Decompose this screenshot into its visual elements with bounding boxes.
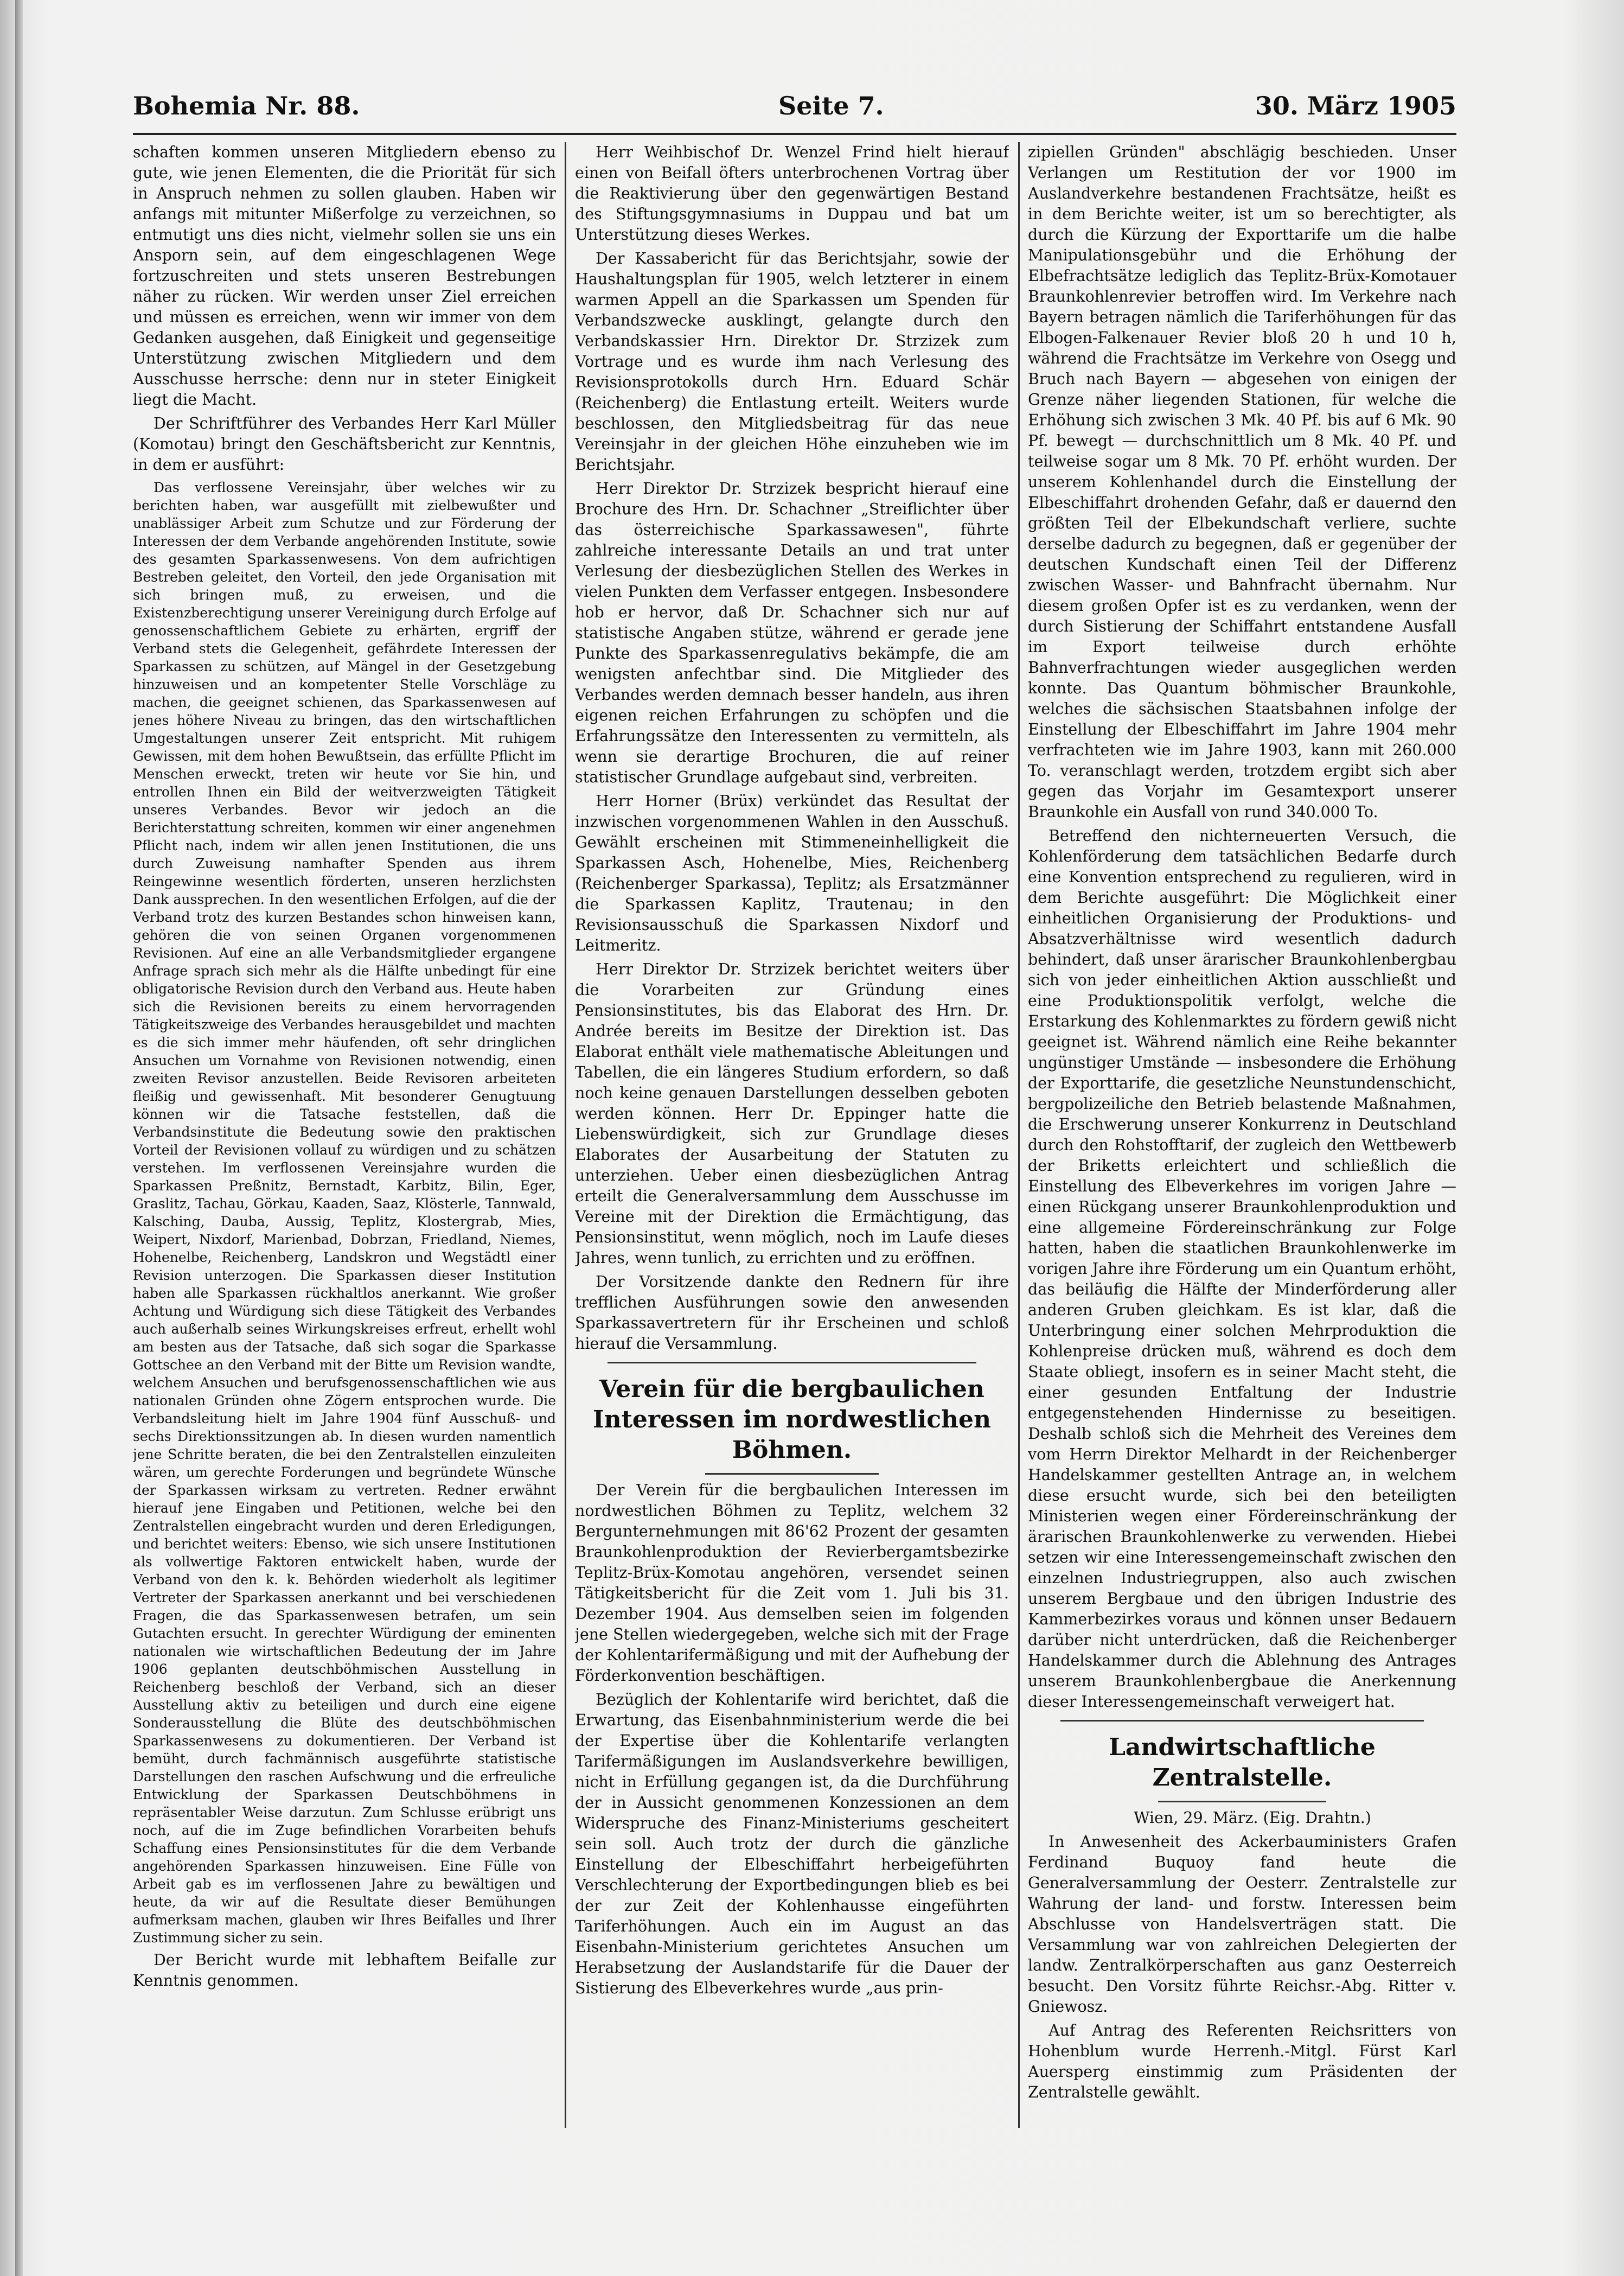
column-rule-2 xyxy=(1018,142,1020,2128)
col3-paragraph: zipiellen Gründen" abschlägig beschieden. Unser Verlangen um Restitution der vor 1900 im Auslandverkehre bestandenen Frachtsätze, heißt es in dem Berichte weiter, ist um so berechtigter, als durch die Kürzung der Exporttarife um die halbe Manipulationsgebühr und die Erhöhung der Elbefrachtsätze lediglich das Teplitz-Brüx-Komotauer Braunkohlenrevier betroffen wird. Im Verkehre nach Bayern betragen nämlich die Tariferhöhungen für das Elbogen-Falkenauer Revier bloß 20 h und 10 h, während die Frachtsätze im Verkehre von Osegg und Bruch nach Bayern — abgesehen von einigen der Grenze näher liegenden Stationen, für welche die Erhöhung sich zwischen 3 Mk. 40 Pf. bis auf 6 Mk. 90 Pf. bewegt — durchschnittlich um 8 Mk. 40 Pf. und teilweise sogar um 8 Mk. 70 Pf. erhöht wurden. Der unserem Kohlenhandel durch die Einstellung der Elbeschiffahrt drohenden Gefahr, daß er dauernd den größten Teil der Elbekundschaft verliere, suchte derselbe dadurch zu begegnen, daß er gegenüber der deutschen Kundschaft einen Teil der Differenz zwischen Wasser- und Bahnfracht übernahm. Nur diesem großen Opfer ist es zu verdanken, wenn der durch Sistierung der Schiffahrt entstandene Ausfall im Export teilweise durch erhöhte Bahnverfrachtungen wieder ausgeglichen werden konnte. Das Quantum böhmischer Braunkohle, welches die sächsischen Staatsbahnen infolge der Einstellung der Elbeschiffahrt im Jahre 1904 mehr verfrachteten wie im Jahre 1903, kann mit 260.000 To. veranschlagt werden, trotzdem ergibt sich aber gegen das Vorjahr im Gesamtexport unserer Braunkohle ein Ausfall von rund 340.000 To. xyxy=(1028,143,1456,821)
col2-paragraph: Der Kassabericht für das Berichtsjahr, sowie der Haushaltungsplan für 1905, welch letzterer in einem warmen Appell an die Sparkassen um Spenden für Verbandszwecke ausklingt, gelangte durch den Verbandskassier Hrn. Direktor Dr. Strzizek zum Vortrage und es wurde ihm nach Verlesung des Revisionsprotokolls durch Hrn. Eduard Schär (Reichenberg) die Entlastung erteilt. Weiters wurde beschlossen, den Mitgliedsbeitrag für das neue Vereinsjahr in der gleichen Höhe einzuheben wie im Berichtsjahr. xyxy=(575,250,1009,474)
page-header xyxy=(133,81,1456,130)
col2-paragraph: Herr Direktor Dr. Strzizek bespricht hierauf eine Brochure des Hrn. Dr. Schachner „Streiflichter über das österreichische Sparkassawesen", führte zahlreiche interessante Details an und trat unter Verlesung der diesbezüglichen Stellen des Werkes in vielen Punkten dem Verfasser entgegen. Insbesondere hob er hervor, daß Dr. Schachner sich nur auf statistische Angaben stütze, während er gerade jene Punkte des Sparkassenregulativs bekämpfe, die am wenigsten anfechtbar sind. Die Mitglieder des Verbandes werden demnach besser handeln, aus ihren eigenen reichen Erfahrungen zu schöpfen und die Erfahrungssätze den Interessenten zu vermitteln, als wenn sie derartige Brochuren, die auf reiner statistischer Grundlage aufgebaut sind, verbreiten. xyxy=(575,480,1009,786)
col2-paragraph: Der Vorsitzende dankte den Rednern für ihre trefflichen Ausführungen sowie den anwesenden Sparkassavertretern für ihr Erscheinen und schloß hierauf die Versammlung. xyxy=(575,1273,1009,1353)
dateline: Wien, 29. März. (Eig. Drahtn.) xyxy=(1134,1809,1371,1827)
col2-paragraph: Herr Horner (Brüx) verkündet das Resultat der inzwischen vorgenommenen Wahlen in den Ausschuß. Gewählt erscheinen mit Stimmeneinhelligkeit die Sparkassen Asch, Hohenelbe, Mies, Reichenberg (Reichenberger Sparkassa), Teplitz; als Ersatzmänner die Sparkassen Kaplitz, Trautenau; in den Revisionsausschuß die Sparkassen Nixdorf und Leitmeritz. xyxy=(575,792,1009,954)
heading-underline xyxy=(1158,1801,1326,1802)
col2-paragraph: Herr Direktor Dr. Strzizek berichtet weiters über die Vorarbeiten zur Gründung eines Pensionsinstitutes, bis das Elaborat des Hrn. Dr. Andrée bereits im Besitze der Direktion ist. Das Elaborat enthält viele mathematische Ableitungen und Tabellen, die ein längeres Studium erfordern, so daß noch keine genauen Darstellungen desselben geboten werden können. Herr Dr. Eppinger hatte die Liebenswürdigkeit, sich zur Grundlage dieses Elaborates der Ausarbeitung der Statuten zu unterziehen. Ueber einen diesbezüglichen Antrag erteilt die Generalversammlung dem Ausschusse im Vereine mit der Direktion die Ermächtigung, das Pensionsinstitut, wenn möglich, noch im Laufe dieses Jahres, wenn tunlich, zu errichten und zu eröffnen. xyxy=(575,960,1009,1267)
col1-paragraph: Der Bericht wurde mit lebhaftem Beifalle zur Kenntnis genommen. xyxy=(133,1951,556,1990)
page-fold-shadow xyxy=(15,0,23,2276)
col1-paragraph: schaften kommen unseren Mitgliedern ebenso zu gute, wie jenen Elementen, die die Priorität für sich in Anspruch nehmen zu sollen glauben. Haben wir anfangs mit mitunter Mißerfolge zu verzeichnen, so entmutigt uns dies nicht, vielmehr sollen sie uns ein Ansporn sein, auf dem eingeschlagenen Wege fortzuschreiten und stets unseren Bestrebungen näher zu rücken. Wir werden unser Ziel erreichen und müssen es erreichen, wenn wir immer von dem Gedanken ausgehen, daß Einigkeit und gegenseitige Unterstützung zwischen Mitgliedern und dem Ausschusse herrsche: denn nur in steter Einigkeit liegt die Macht. xyxy=(133,143,556,409)
col3-paragraph: Betreffend den nichterneuerten Versuch, die Kohlenförderung dem tatsächlichen Bedarfe durch eine Konvention entsprechend zu regulieren, wird in dem Berichte ausgeführt: Die Möglichkeit einer einheitlichen Organisierung der Produktions- und Absatzverhältnisse wird wesentlich dadurch behindert, daß unser ärarischer Braunkohlenbergbau sich von jeder einheitlichen Aktion ausschließt und eine Produktionspolitik verfolgt, welche die Erstarkung des Kohlenmarktes zu fördern gewiß nicht geeignet ist. Während nämlich eine Reihe bekannter ungünstiger Umstände — insbesondere die Erhöhung der Exporttarife, die gesetzliche Neunstundenschicht, bergpolizeiliche den Betrieb belastende Maßnahmen, die Erschwerung unserer Konkurrenz in Deutschland durch den Rohstofftarif, der zugleich den Wettbewerb der Briketts erleichtert und schließlich die Einstellung des Elbeverkehres im vorigen Jahre — einen Rückgang unserer Braunkohlenproduktion und eine allgemeine Fördereinschränkung zur Folge hatten, haben die staatlichen Braunkohlenwerke im vorigen Jahre ihre Förderung um ein Quantum erhöht, das beiläufig die Hälfte der Minderförderung aller anderen Gruben gleichkam. Es ist klar, daß die Unterbringung einer solchen Mehrproduktion die Kohlenpreise drücken muß, während es doch dem Staate obliegt, insofern es in seiner Macht steht, die einer gesunden Entfaltung der Industrie entgegenstehenden Hindernisse zu beseitigen. Deshalb schloß sich die Mehrheit des Vereines dem vom Herrn Direktor Melhardt in der Reichenberger Handelskammer gestellten Antrage an, in welchem diese ersucht wurde, sich bei den beteiligten Ministerien wegen einer Fördereinschränkung der ärarischen Braunkohlenwerke zu verwenden. Hiebei setzen wir eine Interessengemeinschaft zwischen den einzelnen Industriegruppen, also auch zwischen unserem Bergbaue und den übrigen Industrie des Kammerbezirkes voraus und können unser Bedauern darüber nicht unterdrücken, daß die Reichenberger Handelskammer durch die Ablehnung des Antrages unserem Braunkohlenbergbaue die Anerkennung dieser Interessengemeinschaft verweigert hat. xyxy=(1028,827,1456,1711)
column-3 xyxy=(1028,142,1456,2139)
heading-underline xyxy=(705,1473,879,1475)
col3-paragraph: Auf Antrag des Referenten Reichsritters von Hohenblum wurde Herrenh.-Mitgl. Fürst Karl Auersperg einstimmig zum Präsidenten der Zentralstelle gewählt. xyxy=(1028,2022,1456,2101)
article-heading: Verein für die bergbaulichen Interessen im nordwestlichen Böhmen. xyxy=(593,1375,991,1464)
col2-paragraph: Herr Weihbischof Dr. Wenzel Frind hielt hierauf einen von Beifall öfters unterbrochenen Vortrag über die Reaktivierung über den gegenwärtigen Bestand des Stiftungsgymnasiums in Duppau und bat um Unterstützung dieses Werkes. xyxy=(575,143,1009,244)
col3-paragraph: In Anwesenheit des Ackerbauministers Grafen Ferdinand Buquoy fand heute die Generalversammlung der Oesterr. Zentralstelle zur Wahrung der land- und forstw. Interessen beim Abschlusse von Handelsverträgen statt. Die Versammlung war von zahlreichen Delegierten der landw. Zentralkörperschaften aus ganz Oesterreich besucht. Den Vorsitz führte Reichsr.-Abg. Ritter v. Gniewosz. xyxy=(1028,1833,1456,2016)
header-rule xyxy=(133,133,1456,135)
col1-report-text: Das verflossene Vereinsjahr, über welches wir zu berichten haben, war ausgefüllt mit zielbewußter und unablässiger Arbeit zum Schutze und zur Förderung der Interessen der dem Verbande angehörenden Institute, sowie des gesamten Sparkassenwesens. Von dem aufrichtigen Bestreben geleitet, den Vorteil, den jede Organisation mit sich bringen muß, zu erweisen, und die Existenzberechtigung unserer Vereinigung durch Erfolge auf genossenschaftlichem Gebiete zu erhärten, ergriff der Verband stets die Gelegenheit, gefährdete Interessen der Sparkassen zu schützen, auf Mängel in der Gesetzgebung hinzuweisen und an kompetenter Stelle Vorschläge zu machen, die geeignet schienen, das Sparkassenwesen auf jenes höhere Niveau zu bringen, das den wirtschaftlichen Umgestaltungen unserer Zeit entspricht. Mit ruhigem Gewissen, mit dem hohen Bewußtsein, das erfüllte Pflicht im Menschen erweckt, treten wir heute vor Sie hin, und entrollen Ihnen ein Bild der weitverzweigten Tätigkeit unseres Verbandes. Bevor wir jedoch an die Berichterstattung schreiten, kommen wir einer angenehmen Pflicht nach, indem wir allen jenen Institutionen, die uns durch Zuweisung namhafter Spenden aus ihrem Reingewinne wesentlich förderten, unseren herzlichsten Dank aussprechen. In den wesentlichen Erfolgen, auf die der Verband trotz des kurzen Bestandes schon hinweisen kann, gehören die von seinen Organen vorgenommenen Revisionen. Auf eine an alle Verbandsmitglieder ergangene Anfrage sprach sich mehr als die Hälfte unbedingt für eine obligatorische Revision durch den Verband aus. Heute haben sich die Revisionen bereits zu einem hervorragenden Tätigkeitszweige des Verbandes herausgebildet und machten es die sich immer mehr häufenden, oft sehr dringlichen Ansuchen um Vornahme von Revisionen notwendig, einen zweiten Revisor anzustellen. Beide Revisoren arbeiteten fleißig und gewissenhaft. Mit besonderer Genugtuung können wir die Tatsache feststellen, daß die Verbandsinstitute die Bedeutung sowie den praktischen Vorteil der Revisionen vollauf zu würdigen und zu schätzen verstehen. Im verflossenen Vereinsjahre wurden die Sparkassen Preßnitz, Bernstadt, Karbitz, Bilin, Eger, Graslitz, Tachau, Görkau, Kaaden, Saaz, Klösterle, Tannwald, Kalsching, Dauba, Aussig, Teplitz, Klostergrab, Mies, Weipert, Nixdorf, Marienbad, Dobrzan, Friedland, Niemes, Hohenelbe, Reichenberg, Landskron und Wegstädtl einer Revision unterzogen. Die Sparkassen dieser Institution haben alle Sparkassen rückhaltlos anerkannt. Wie großer Achtung und Würdigung sich diese Tätigkeit des Verbandes auch außerhalb seines Wirkungskreises erfreut, erhellt wohl am besten aus der Tatsache, daß sich sogar die Sparkasse Gottschee an den Verband mit der Bitte um Revision wandte, welchem Ansuchen und berufsgenossenschaftlichen wie aus nationalen Gründen ohne Zögern entsprochen wurde. Die Verbandsleitung hielt im Jahre 1904 fünf Ausschuß- und sechs Direktionssitzungen ab. In diesen wurden namentlich jene Schritte beraten, die bei den Zentralstellen einzuleiten wären, um gerechte Forderungen und begründete Wünsche der Sparkassen wirksam zu vertreten. Redner erwähnt hierauf jene Eingaben und Petitionen, welche bei den Zentralstellen eingebracht wurden und deren Erledigungen, und berichtet weiters: Ebenso, wie sich unsere Institutionen als vollwertige Faktoren entwickelt haben, wurde der Verband von den k. k. Behörden wiederholt als legitimer Vertreter der Sparkassen anerkannt und bei verschiedenen Fragen, die das Sparkassenwesen betrafen, um sein Gutachten ersucht. In gerechter Würdigung der eminenten nationalen wie wirtschaftlichen Bedeutung der im Jahre 1906 geplanten deutschböhmischen Ausstellung in Reichenberg beschloß der Verband, sich an dieser Ausstellung aktiv zu beteiligen und durch eine eigene Sonderausstellung die Blüte des deutschböhmischen Sparkassenwesens zu dokumentieren. Der Verband ist bemüht, durch fachmännisch ausgeführte statistische Darstellungen den raschen Aufschwung und die erfreuliche Entwicklung der Sparkassen Deutschböhmens in repräsentabler Weise darzutun. Zum Schlusse erübrigt uns noch, auf die im Zuge befindlichen Vorarbeiten behufs Schaffung eines Pensionsinstitutes für die dem Verbande angehörenden Sparkassen hinzuweisen. Eine Fülle von Arbeit gab es im verflossenen Jahre zu bewältigen und heute, da wir auf die Resultate dieser Bemühungen aufmerksam machen, glauben wir Ihres Beifalles und Ihrer Zustimmung sicher zu sein. xyxy=(133,480,556,1946)
col1-paragraph: Der Schriftführer des Verbandes Herr Karl Müller (Komotau) bringt den Geschäftsbericht zur Kenntnis, in dem er ausführt: xyxy=(133,415,556,474)
article-heading: Landwirtschaftliche Zentralstelle. xyxy=(1109,1733,1376,1792)
column-2 xyxy=(575,142,1009,2139)
header-date: 30. März 1905 xyxy=(1255,91,1456,120)
section-divider xyxy=(1060,1720,1424,1722)
header-issue: Bohemia Nr. 88. xyxy=(133,91,360,120)
column-1 xyxy=(133,142,556,2139)
col2-paragraph: Der Verein für die bergbaulichen Interessen im nordwestlichen Böhmen zu Teplitz, welchem 32 Bergunternehmungen mit 86'62 Prozent der gesamten Braunkohlenproduktion der Revierbergamtsbezirke Teplitz-Brüx-Komotau angehören, versendet seinen Tätigkeitsbericht für die Zeit vom 1. Juli bis 31. Dezember 1904. Aus demselben seien im folgenden jene Stellen wiedergegeben, welche sich mit der Frage der Kohlentarifermäßigung und mit der Aufhebung der Förderkonvention beschäftigen. xyxy=(575,1481,1009,1685)
col2-paragraph: Bezüglich der Kohlentarife wird berichtet, daß die Erwartung, das Eisenbahnministerium werde die bei der Expertise über die Kohlentarife verlangten Tarifermäßigungen im Auslandsverkehre bewilligen, nicht in Erfüllung gegangen ist, da die Durchführung der in Aussicht genommenen Konzessionen an dem Widerspruche des Finanz-Ministeriums gescheitert sein soll. Auch trotz der durch die gänzliche Einstellung der Elbeschiffahrt herbeigeführten Verschlechterung der Exportbedingungen blieb es bei der zur Zeit der Kohlenhausse eingeführten Tariferhöhungen. Auch ein im August an das Eisenbahn-Ministerium gerichtetes Ansuchen um Herabsetzung der Auslandstarife für die Dauer der Sistierung des Elbeverkehres wurde „aus prin- xyxy=(575,1691,1009,1997)
header-page-number: Seite 7. xyxy=(778,91,884,120)
column-rule-1 xyxy=(565,142,566,2128)
section-divider xyxy=(608,1362,976,1363)
